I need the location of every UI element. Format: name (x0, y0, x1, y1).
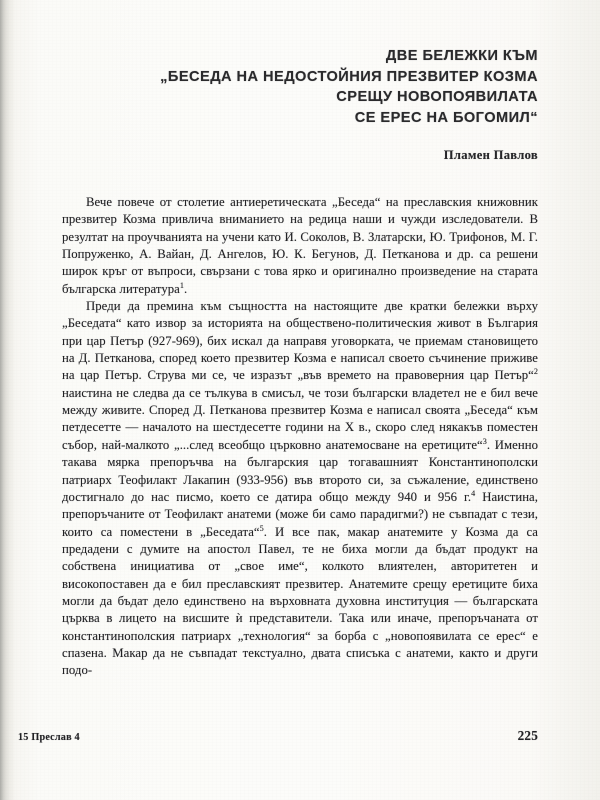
page-number: 225 (517, 728, 538, 743)
page-footer (18, 728, 538, 744)
footnote-reference[interactable]: 1 (179, 280, 185, 290)
paragraph-2: Преди да премина към същността на настоящите две кратки бележки върху „Беседата“ като извор за историята на обществено-политическия живот в България при цар Петър (927-969), бих искал да направя уговорката, че приемам становището на Д. Петканова, според което презвитер Козма е написал своето съчинение приживе на цар Петър. Струва ми се, че изразът „във времето на правоверния цар Петър“$^2$ наистина не следва да се тълкува в смисъл, че този български владетел не е бил вече между живите. Според Д. Петканова презвитер Козма е написал своята „Беседа“ към петдесетте — началото на шестдесетте години на Х в., скоро след някакъв поместен събор, най-малкото „...след всеобщо църковно анатемосване на еретиците“$^3$. Именно такава мярка препоръчва на българския цар тогавашният Константинополски патриарх Теофилакт Лакапин (933-956) във второто си, за съжаление, единствено достигнало до нас писмо, което се датира общо между 940 и 956 г.$^4$ Наистина, препоръчаните от Теофилакт анатеми (може би само парадигми?) не съвпадат с тези, които са поместени в „Беседата“$^5$. И все пак, макар анатемите у Козма да са предадени с думите на апостол Павел, те не биха могли да бъдат продукт на собствена инициатива от „свое име“, колкото влиятелен, авторитетен и високопоставен да е бил преславският презвитер. Анатемите срещу еретиците биха могли да бъдат дело единствено на върховната духовна институция — българската църква в лицето на висшите ѝ представители. Така или иначе, препоръчаната от константинополския патриарх „технология“ за борба с „новопоявилата се ерес“ е спазена. Макар да не съвпадат текстуално, двата списъка с анатеми, както и други подо- (62, 299, 539, 678)
body-text (62, 194, 538, 680)
footnote-reference[interactable]: 2 (533, 367, 538, 377)
article-title (62, 46, 538, 128)
footnote-reference[interactable]: 5 (259, 523, 264, 533)
title-line-4: СЕ ЕРЕС НА БОГОМИЛ“ (354, 109, 538, 126)
title-line-2: „БЕСЕДА НА НЕДОСТОЙНИЯ ПРЕЗВИТЕР КОЗМА (160, 68, 538, 85)
author-byline: Пламен Павлов (443, 148, 538, 162)
text-column (62, 0, 538, 800)
footnote-reference[interactable]: 3 (482, 436, 487, 446)
page-gutter-shadow (0, 0, 14, 800)
title-line-1: ДВЕ БЕЛЕЖКИ КЪМ (385, 48, 538, 64)
footnote-reference[interactable]: 4 (471, 488, 476, 498)
title-line-3: СРЕЩУ НОВОПОЯВИЛАТА (336, 89, 538, 105)
signature-mark: 15 Преслав 4 (18, 732, 80, 743)
paragraph-1: Вече повече от столетие антиеретическата „Беседа“ на преславския книжовник презвитер Козма привлича вниманието на редица наши и чужди изследователи. В резултат на проучванията на учени като И. Соколов, В. Златарски, Ю. Трифонов, М. Г. Попруженко, А. Вайан, Д. Ангелов, Ю. К. Бегунов, Д. Петканова и др. са решени широк кръг от въпроси, свързани с това ярко и оригинално произведение на старата българска литература$^1$. (62, 195, 538, 296)
